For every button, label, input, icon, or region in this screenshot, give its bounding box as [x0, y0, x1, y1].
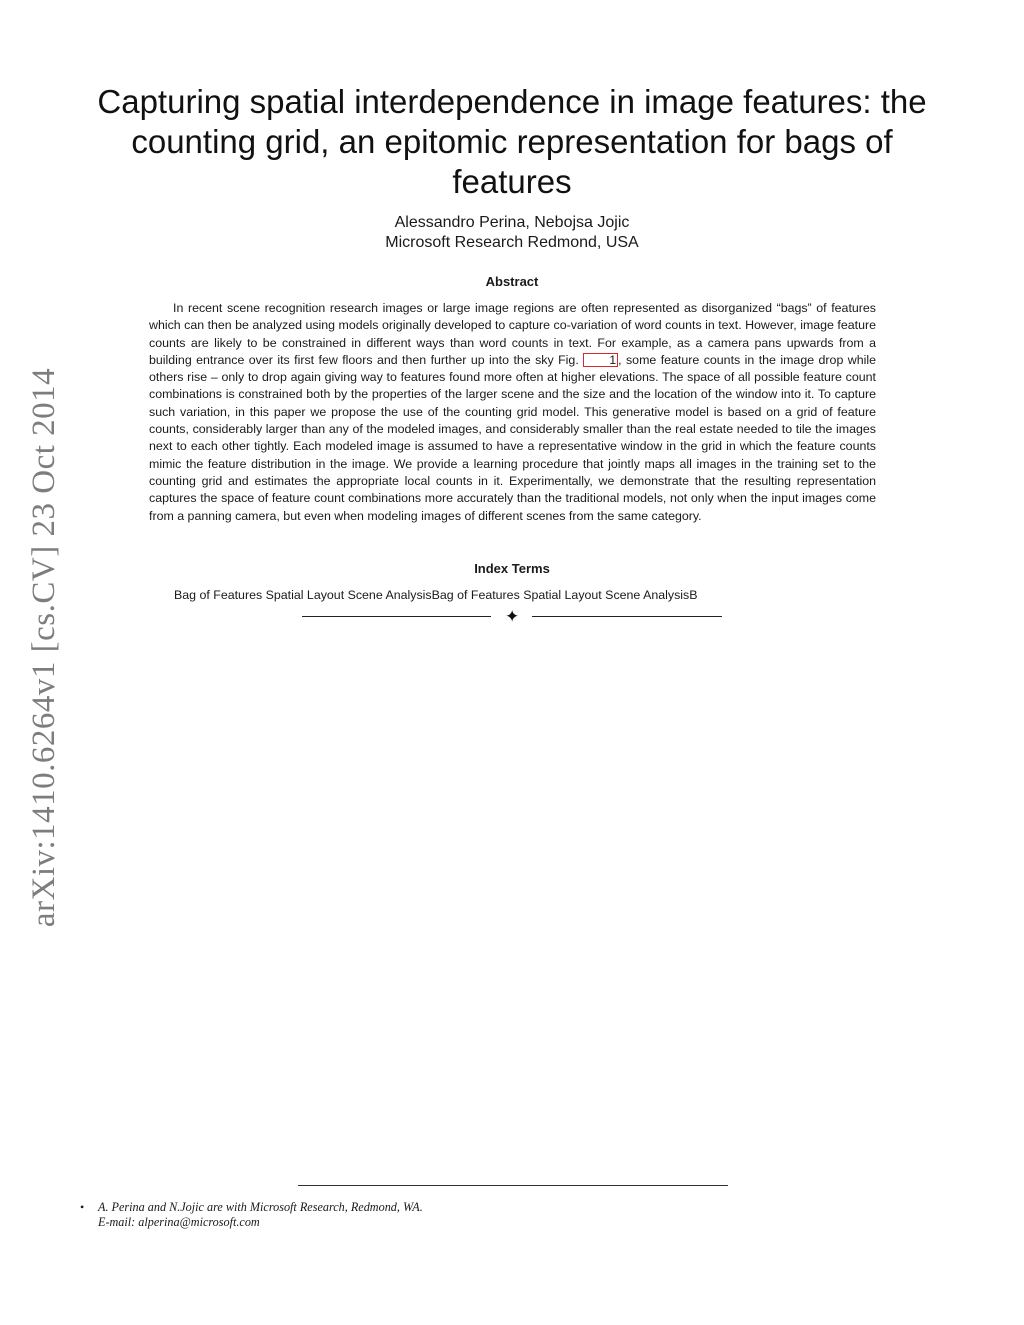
abstract-heading: Abstract	[485, 274, 539, 289]
index-terms-heading: Index Terms	[474, 561, 550, 576]
paper-affiliation: Microsoft Research Redmond, USA	[385, 234, 639, 251]
paper-title: Capturing spatial interdependence in image features: the counting grid, an epitomic representation for bags of features	[97, 83, 927, 200]
abstract-body	[149, 300, 876, 525]
figure-reference-link[interactable]: 1	[583, 353, 618, 367]
separator-rule-right	[532, 616, 722, 617]
arxiv-identifier: arXiv:1410.6264v1 [cs.CV] 23 Oct 2014	[26, 367, 63, 928]
footnote-rule	[298, 1185, 728, 1186]
paper-authors: Alessandro Perina, Nebojsa Jojic	[394, 214, 630, 231]
arxiv-stamp	[27, 365, 63, 930]
bullet-icon: •	[80, 1200, 85, 1214]
separator-rule-left	[302, 616, 491, 617]
abstract-text-part1: In recent scene recognition research images or large image regions are often represented as disorganized “bags” of features which can then be analyzed using models originally developed to capture co-variation of word counts in text. However, image feature counts are likely to be constrained in different ways than word counts in text. For example, as a camera pans upwards from a building entrance over its first few floors and then further up into the sky Fig.	[149, 301, 876, 367]
four-point-star-icon: ✦	[505, 607, 520, 626]
abstract-text-part2: , some feature counts in the image drop while others rise – only to drop again giving way to features found more often at higher elevations. The space of all possible feature count combinations is constrained both by the properties of the larger scene and the size and the location of the window into it. To capture such variation, in this paper we propose the use of the counting grid model. This generative model is based on a grid of feature counts, considerably larger than any of the modeled images, and considerably smaller than the real estate needed to tile the images next to each other tightly. Each modeled image is assumed to have a representative window in the grid in which the feature counts mimic the feature distribution in the image. We provide a learning procedure that jointly maps all images in the training set to the counting grid and estimates the appropriate local counts in it. Experimentally, we demonstrate that the resulting representation captures the space of feature count combinations more accurately than the traditional models, not only when the input images come from a panning camera, but even when modeling images of different scenes from the same category.	[149, 352, 876, 523]
footnote-affiliation: A. Perina and N.Jojic are with Microsoft Research, Redmond, WA.	[98, 1200, 423, 1214]
index-terms-text: Bag of Features Spatial Layout Scene AnalysisBag of Features Spatial Layout Scene AnalysisB	[174, 588, 698, 602]
section-separator	[302, 607, 722, 627]
footnote-email: E-mail: alperina@microsoft.com	[98, 1215, 260, 1229]
